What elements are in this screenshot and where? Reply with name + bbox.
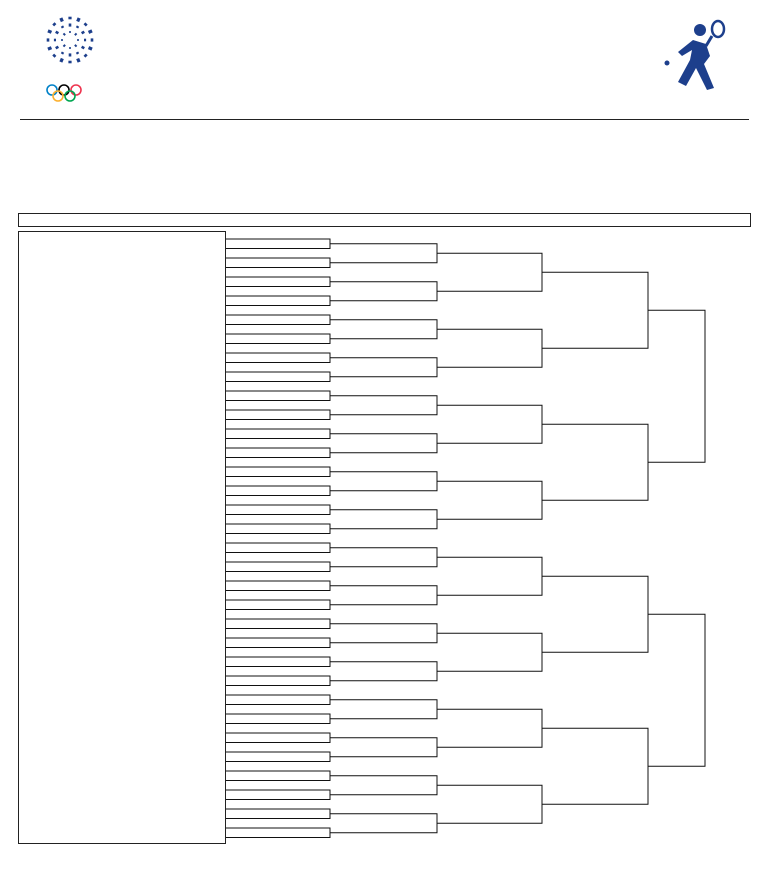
bracket-line	[226, 524, 330, 534]
draw-row	[18, 796, 226, 804]
draw-row	[18, 245, 226, 253]
bracket-line	[437, 557, 542, 595]
bracket-line	[542, 576, 648, 652]
draw-row	[18, 406, 226, 414]
bracket-line	[226, 277, 330, 287]
column-header-bar	[18, 213, 751, 227]
draw-row	[18, 235, 226, 243]
bracket-line	[226, 581, 330, 591]
draw-row	[18, 397, 226, 405]
bracket-line	[330, 700, 437, 719]
draw-row	[18, 454, 226, 462]
olympic-rings-icon	[47, 85, 81, 101]
bracket-line	[542, 272, 648, 348]
draw-row	[18, 729, 226, 737]
draw-row	[18, 644, 226, 652]
draw-row	[18, 596, 226, 604]
bracket-line	[330, 738, 437, 757]
draw-row	[18, 492, 226, 500]
bracket-line	[226, 505, 330, 515]
bracket-line	[330, 662, 437, 681]
draw-row	[18, 501, 226, 509]
draw-row	[18, 283, 226, 291]
draw-row	[18, 786, 226, 794]
bracket-line	[226, 543, 330, 553]
bracket-line	[226, 410, 330, 420]
bracket-line	[226, 752, 330, 762]
draw-row	[18, 558, 226, 566]
bracket-line	[330, 244, 437, 263]
bracket-line	[437, 633, 542, 671]
draw-row	[18, 292, 226, 300]
bracket-line	[437, 481, 542, 519]
draw-row	[18, 539, 226, 547]
bracket-line	[226, 258, 330, 268]
draw-row	[18, 606, 226, 614]
bracket-line	[226, 334, 330, 344]
bracket-line	[226, 239, 330, 249]
draw-row	[18, 435, 226, 443]
draw-row	[18, 587, 226, 595]
draw-row	[18, 359, 226, 367]
draw-row	[18, 444, 226, 452]
draw-row	[18, 463, 226, 471]
bracket-line	[226, 790, 330, 800]
draw-row	[18, 625, 226, 633]
draw-row	[18, 691, 226, 699]
bracket-line	[226, 486, 330, 496]
bracket-line	[226, 562, 330, 572]
draw-row	[18, 530, 226, 538]
bracket-line	[226, 448, 330, 458]
bracket-line	[226, 353, 330, 363]
draw-row	[18, 368, 226, 376]
bracket-line	[437, 709, 542, 747]
bracket-line	[330, 396, 437, 415]
draw-row	[18, 824, 226, 832]
bracket-line	[648, 614, 705, 766]
bracket-line	[330, 814, 437, 833]
bracket-line	[226, 828, 330, 838]
bracket-line	[226, 296, 330, 306]
draw-row	[18, 340, 226, 348]
draw-row	[18, 264, 226, 272]
bracket-line	[437, 329, 542, 367]
tokyo-2020-emblem-icon	[30, 8, 110, 104]
bracket-line	[226, 619, 330, 629]
bracket-line	[330, 548, 437, 567]
header-divider	[20, 119, 749, 120]
bracket-line	[437, 405, 542, 443]
draw-row	[18, 311, 226, 319]
draw-row	[18, 302, 226, 310]
draw-row	[18, 511, 226, 519]
bracket-line	[437, 253, 542, 291]
draw-row	[18, 663, 226, 671]
draw-row	[18, 805, 226, 813]
draw-row	[18, 720, 226, 728]
bracket-line	[226, 372, 330, 382]
bracket-line	[330, 510, 437, 529]
bracket-line	[226, 771, 330, 781]
draw-row	[18, 273, 226, 281]
bracket-line	[330, 282, 437, 301]
bracket-line	[437, 785, 542, 823]
bracket-line	[542, 728, 648, 804]
bracket-line	[226, 657, 330, 667]
draw-row	[18, 349, 226, 357]
bracket-line	[226, 429, 330, 439]
draw-row	[18, 777, 226, 785]
draw-row	[18, 653, 226, 661]
bracket-line	[226, 733, 330, 743]
bracket-line	[330, 472, 437, 491]
draw-row	[18, 473, 226, 481]
draw-row	[18, 549, 226, 557]
bracket-line	[330, 776, 437, 795]
draw-row	[18, 425, 226, 433]
draw-row	[18, 748, 226, 756]
draw-row	[18, 767, 226, 775]
bracket-line	[330, 624, 437, 643]
draw-row	[18, 568, 226, 576]
bracket-line	[226, 809, 330, 819]
tennis-pictogram-icon	[660, 16, 735, 94]
draw-row	[18, 758, 226, 766]
bracket-line	[330, 358, 437, 377]
draw-row	[18, 387, 226, 395]
draw-row	[18, 615, 226, 623]
draw-row	[18, 520, 226, 528]
draw-row	[18, 321, 226, 329]
draw-row	[18, 577, 226, 585]
bracket-line	[330, 320, 437, 339]
draw-row	[18, 672, 226, 680]
draw-row	[18, 634, 226, 642]
bracket-line	[330, 586, 437, 605]
draw-row	[18, 739, 226, 747]
bracket-line	[226, 695, 330, 705]
bracket-line	[226, 467, 330, 477]
bracket-line	[648, 310, 705, 462]
draw-row	[18, 416, 226, 424]
draw-row	[18, 330, 226, 338]
draw-row	[18, 701, 226, 709]
bracket-line	[542, 424, 648, 500]
bracket-line	[226, 315, 330, 325]
draw-row	[18, 378, 226, 386]
draw-row	[18, 482, 226, 490]
draw-row	[18, 834, 226, 842]
bracket-line	[226, 391, 330, 401]
bracket-line	[226, 638, 330, 648]
draw-row	[18, 710, 226, 718]
bracket-line	[226, 714, 330, 724]
draw-row	[18, 815, 226, 823]
bracket-line	[226, 676, 330, 686]
bracket-line	[330, 434, 437, 453]
draw-row	[18, 254, 226, 262]
draw-row	[18, 682, 226, 690]
bracket-line	[226, 600, 330, 610]
